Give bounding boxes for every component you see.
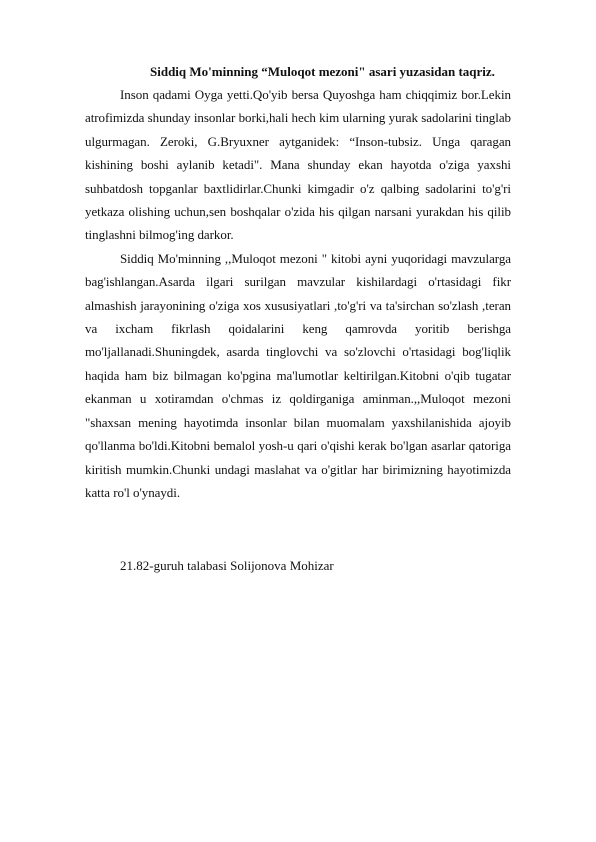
document-title: Siddiq Mo'minning “Muloqot mezoni" asari yuzasidan taqriz. xyxy=(150,64,495,79)
paragraph-1: Inson qadami Oyga yetti.Qo'yib bersa Quyoshga ham chiqqimiz bor.Lekin atrofimizda shunday insonlar borki,hali hech kim ularning yurak sadolarini tinglab ulgurmagan. Zeroki, G.Bryuxner aytganidek: “Inson-tubsiz. Unga qaragan kishining boshi aylanib ketadi". Mana shunday ekan hayotda o'ziga yaxshi suhbatdosh topganlar baxtlidirlar.Chunki kimgadir o'z qalbing sadolarini to'g'ri yetkaza olishing uchun,sen boshqalar o'zida his qilgan narsani yurakdan his qilib tinglashni bilmog'ing darkor. xyxy=(85,87,511,243)
paragraph-2: Siddiq Mo'minning ,,Muloqot mezoni " kitobi ayni yuqoridagi mavzularga bag'ishlangan.Asarda ilgari surilgan mavzular kishilardagi o'rtasidagi fikr almashish jarayonining o'ziga xos xususiyatlari ,to'g'ri va ta'sirchan so'zlash ,teran va ixcham fikrlash qoidalarini keng qamrovda yoritib berishga mo'ljallanadi.Shuningdek, asarda tinglovchi va so'zlovchi o'rtasidagi bog'liqlik haqida ham biz bilmagan ko'pgina ma'lumotlar keltirilgan.Kitobni o'qib tugatar ekanman u xotiramdan o'chmas iz qoldirganiga aminman.,,Muloqot mezoni "shaxsan mening hayotimda insonlar bilan muomalam yaxshilanishida ajoyib qo'llanma bo'ldi.Kitobni bemalol yosh-u qari o'qishi kerak bo'lgan asarlar qatoriga kiritish mumkin.Chunki undagi maslahat va o'gitlar har birimizning hayotimizda katta ro'l o'ynaydi. xyxy=(85,250,511,500)
author-signature: 21.82-guruh talabasi Solijonova Mohizar xyxy=(120,558,334,573)
document-body xyxy=(85,62,511,504)
